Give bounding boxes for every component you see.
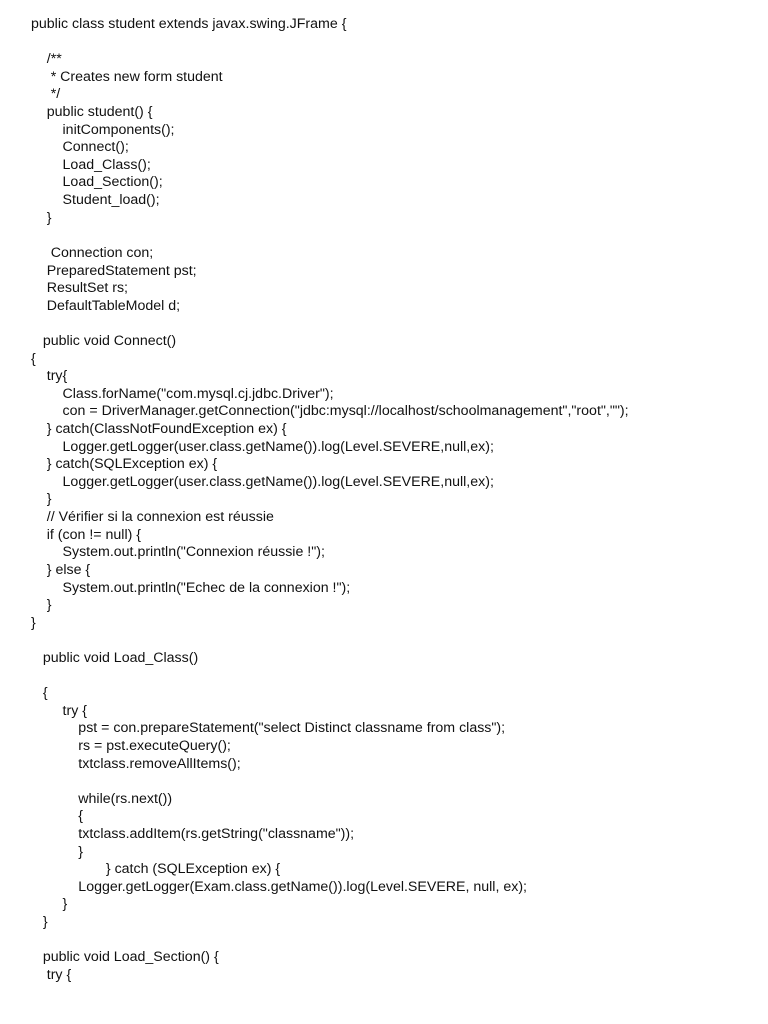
code-line: { <box>31 685 48 702</box>
code-line: Connection con; <box>31 244 154 261</box>
code-line: PreparedStatement pst; <box>31 262 197 279</box>
code-line: public void Load_Section() { <box>31 949 219 966</box>
code-line <box>31 34 761 52</box>
code-line: try { <box>31 702 87 719</box>
code-line: System.out.println("Echec de la connexion !"); <box>31 579 351 596</box>
code-line <box>31 668 761 686</box>
code-line: Load_Section(); <box>31 174 163 191</box>
code-line: initComponents(); <box>31 121 175 138</box>
code-line: public void Connect() <box>31 332 177 349</box>
code-line: } <box>31 843 84 860</box>
code-line: rs = pst.executeQuery(); <box>31 737 231 754</box>
code-line: } <box>31 896 68 913</box>
code-line: } catch(SQLException ex) { <box>31 456 218 473</box>
code-line <box>31 315 761 333</box>
code-line: } <box>31 914 48 931</box>
code-line: Logger.getLogger(Exam.class.getName()).log(Level.SEVERE, null, ex); <box>31 878 527 895</box>
code-block <box>31 16 761 985</box>
code-line: } <box>31 209 52 226</box>
code-line: txtclass.addItem(rs.getString("classname")); <box>31 826 355 843</box>
code-line: public student() { <box>31 104 153 121</box>
code-line: /** <box>31 51 62 68</box>
code-line: * Creates new form student <box>31 68 223 85</box>
code-line: try { <box>31 966 72 983</box>
code-line: // Vérifier si la connexion est réussie <box>31 509 274 526</box>
code-line: ResultSet rs; <box>31 280 128 297</box>
code-line <box>31 932 761 950</box>
code-line: Class.forName("com.mysql.cj.jdbc.Driver"); <box>31 385 334 402</box>
code-line: public void Load_Class() <box>31 649 199 666</box>
code-line: public class student extends javax.swing.JFrame { <box>31 16 347 32</box>
code-line: } <box>31 597 52 614</box>
code-line: txtclass.removeAllItems(); <box>31 755 241 772</box>
code-line: */ <box>31 86 61 103</box>
code-line: Student_load(); <box>31 192 160 209</box>
code-line: { <box>31 808 84 825</box>
code-line: { <box>31 350 36 367</box>
code-line <box>31 773 761 791</box>
code-line: DefaultTableModel d; <box>31 297 181 314</box>
code-line: } <box>31 614 36 631</box>
code-line: try{ <box>31 368 68 385</box>
code-line: while(rs.next()) <box>31 790 173 807</box>
code-line <box>31 632 761 650</box>
code-line: Logger.getLogger(user.class.getName()).log(Level.SEVERE,null,ex); <box>31 473 494 490</box>
code-line: Connect(); <box>31 139 129 156</box>
code-line: } <box>31 491 52 508</box>
code-line: Load_Class(); <box>31 156 151 173</box>
code-line: } catch(ClassNotFoundException ex) { <box>31 421 287 438</box>
code-line: System.out.println("Connexion réussie !"); <box>31 544 325 561</box>
code-line: con = DriverManager.getConnection("jdbc:mysql://localhost/schoolmanagement","root",""); <box>31 403 629 420</box>
code-line: } catch (SQLException ex) { <box>31 861 281 878</box>
code-line <box>31 227 761 245</box>
code-line: } else { <box>31 561 91 578</box>
code-line: Logger.getLogger(user.class.getName()).log(Level.SEVERE,null,ex); <box>31 438 494 455</box>
code-line: pst = con.prepareStatement("select Distinct classname from class"); <box>31 720 506 737</box>
code-line: if (con != null) { <box>31 526 142 543</box>
